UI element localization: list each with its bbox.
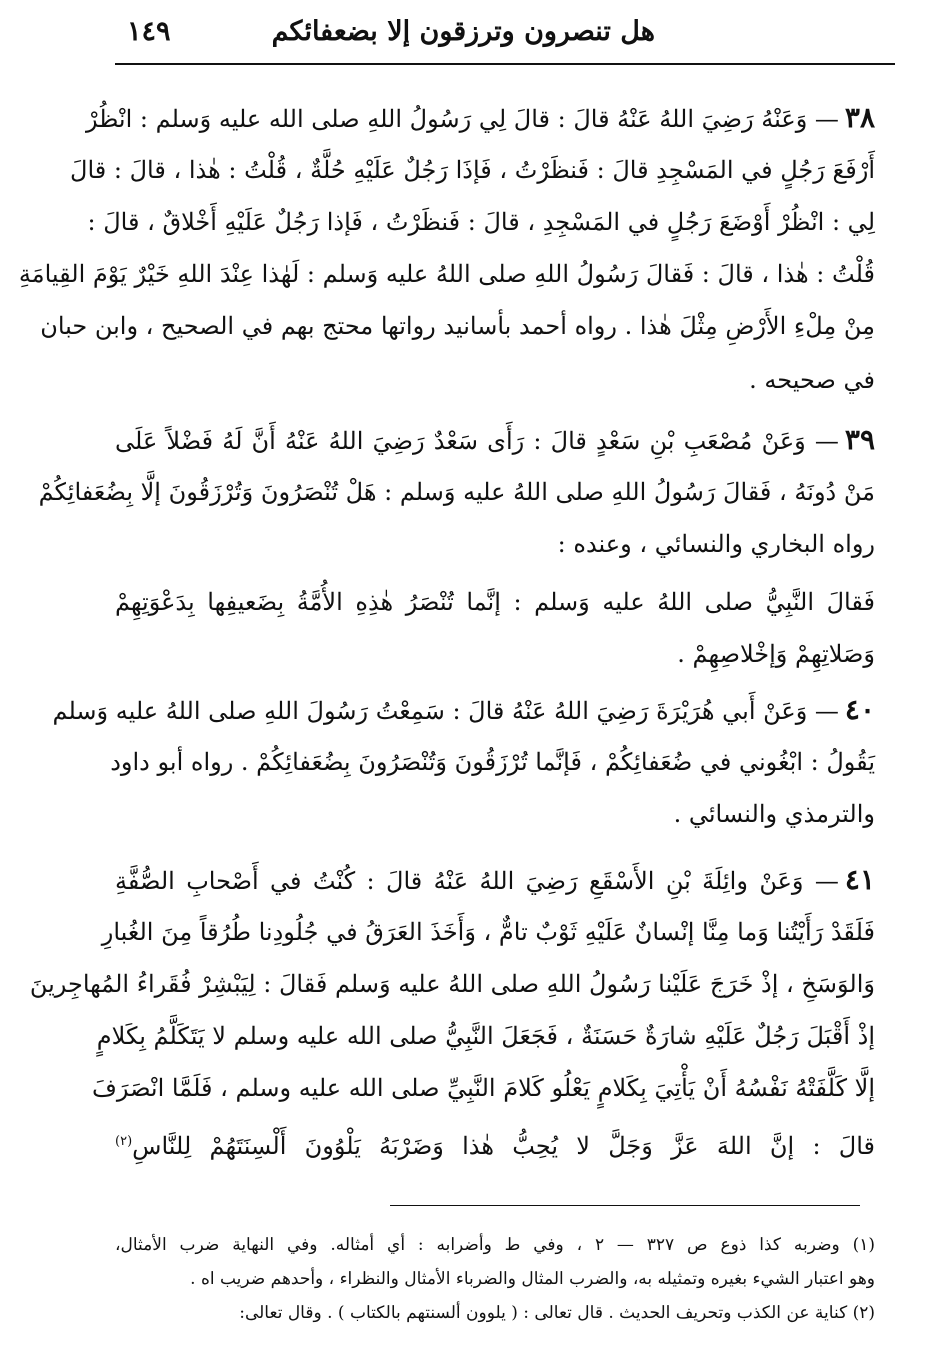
hadith-41-line-1: ٤١— وَعَنْ وائِلَةَ بْنِ الأَسْقَعِ رَضِيَ اللهُ عَنْهُ قالَ : كُنْتُ في أَصْحابِ الصُّفَّةِ bbox=[115, 863, 875, 896]
running-title: هل تنصرون وترزقون إلا بضعفائكم bbox=[271, 16, 655, 47]
footnote-1-line-1: (١) وضربه كذا ذوع ص ٣٢٧ — ٢ ، وفي ط وأضرابه : أي أمثاله. وفي النهاية ضرب الأمثال، bbox=[115, 1235, 875, 1255]
hadith-41-line-5: إلَّا كَلَّفَتْهُ نَفْسُهُ أَنْ يَأْتِيَ بِكَلامٍ يَعْلُو كَلامَ النَّبِيِّ صلى الله عليه وسلم ، فَلَمَّا انْصَرَفَ bbox=[91, 1074, 875, 1102]
page-number: ١٤٩ bbox=[127, 16, 171, 47]
hadith-38-line-4: قُلْتُ : هٰذا ، قالَ : فَقالَ رَسُولُ اللهِ صلى اللهُ عليه وَسلم : لَهٰذا عِنْدَ اللهِ خَيْرٌ يَوْمَ القِيامَةِ bbox=[18, 260, 875, 288]
hadith-41-line-4: إذْ أَقْبَلَ رَجُلٌ عَلَيْهِ شارَةٌ حَسَنَةٌ ، فَجَعَلَ النَّبِيُّ صلى الله عليه وسلم لا يَتَكَلَّمُ بِكَلامٍ bbox=[96, 1022, 875, 1050]
footnote-rule bbox=[390, 1205, 860, 1206]
hadith-40-line-2: يَقُولُ : ابْغُوني في ضُعَفائِكُمْ ، فَإنَّما تُرْزَقُونَ وَتُنْصَرُونَ بِضُعَفائِكُمْ . رواه أبو داود bbox=[110, 748, 875, 776]
hadith-number: ٤١ bbox=[844, 863, 875, 896]
hadith-40-line-1: ٤٠— وَعَنْ أَبي هُرَيْرَةَ رَضِيَ اللهُ عَنْهُ قالَ : سَمِعْتُ رَسُولَ اللهِ صلى اللهُ عليه وَسلم bbox=[52, 693, 875, 726]
hadith-41-line-6: قالَ : إنَّ اللهَ عَزَّ وَجَلَّ لا يُحِبُّ هٰذا وَضَرْبَهُ يَلْوُونَ أَلْسِنَتَهُمْ لِلنَّاسِ$^{(٢)}$ bbox=[115, 1132, 875, 1160]
hadith-38-line-1: ٣٨— وَعَنْهُ رَضِيَ اللهُ عَنْهُ قالَ : قالَ لِي رَسُولُ اللهِ صلى الله عليه وَسلم : انْظُرْ bbox=[85, 101, 875, 134]
hadith-38-line-2: أَرْفَعَ رَجُلٍ في المَسْجِدِ قالَ : فَنظَرْتُ ، فَإذَا رَجُلٌ عَلَيْهِ حُلَّةٌ ، قُلْتُ : هٰذا ، قالَ : قالَ bbox=[70, 156, 875, 184]
hadith-41-line-3: وَالوَسَخِ ، إذْ خَرَجَ عَلَيْنا رَسُولُ اللهِ صلى اللهُ عليه وَسلم فَقالَ : لِيَبْشِرْ فُقَراءُ المُهاجِرينَ bbox=[29, 970, 875, 998]
header-rule bbox=[115, 63, 895, 65]
hadith-40-line-3: والترمذي والنسائي . bbox=[673, 800, 875, 828]
hadith-39-line-2: مَنْ دُونَهُ ، فَقالَ رَسُولُ اللهِ صلى اللهُ عليه وَسلم : هَلْ تُنْصَرُونَ وَتُرْزَقُونَ إلَّا بِضُعَفائِكُمْ bbox=[38, 478, 875, 506]
hadith-number: ٤٠ bbox=[844, 693, 875, 726]
hadith-38-line-3: لِي : انْظُرْ أَوْضَعَ رَجُلٍ في المَسْجِدِ ، قالَ : فَنظَرْتُ ، فَإذا رَجُلٌ عَلَيْهِ أَخْلاقٌ ، قالَ : bbox=[87, 208, 875, 236]
hadith-41-line-2: فَلَقَدْ رَأَيْتُنا وَما مِنَّا إنْسانٌ عَلَيْهِ ثَوْبٌ تامٌّ ، وَأَخَذَ العَرَقُ في جُلُودِنا طُرُقاً مِنَ الغُبارِ bbox=[101, 918, 875, 946]
hadith-39-line-3: رواه البخاري والنسائي ، وعنده : bbox=[557, 530, 875, 558]
footnote-2-line-1: (٢) كناية عن الكذب وتحريف الحديث . قال تعالى : ( يلوون ألسنتهم بالكتاب ) . وقال تعالى: bbox=[239, 1303, 875, 1323]
hadith-39-line-4: فَقالَ النَّبِيُّ صلى اللهُ عليه وَسلم : إنَّما تُنْصَرُ هٰذِهِ الأُمَّةُ بِضَعيفِها بِدَعْوَتِهِمْ bbox=[115, 588, 875, 616]
hadith-39-line-1: ٣٩— وَعَنْ مُصْعَبِ بْنِ سَعْدٍ قالَ : رَأَى سَعْدٌ رَضِيَ اللهُ عَنْهُ أَنَّ لَهُ فَضْلاً عَلَى bbox=[115, 423, 875, 456]
footnote-ref-2: (٢) bbox=[115, 1134, 133, 1149]
hadith-38-line-6: في صحيحه . bbox=[749, 366, 875, 394]
hadith-number: ٣٩ bbox=[844, 423, 875, 456]
footnote-1-line-2: وهو اعتبار الشيء بغيره وتمثيله به، والضرب المثال والضرباء الأمثال والنظراء ، وأحدهم ضريب اه . bbox=[190, 1269, 875, 1289]
hadith-39-line-5: وَصَلاتِهِمْ وَإخْلاصِهِمْ . bbox=[677, 640, 875, 668]
page-header bbox=[115, 12, 895, 52]
hadith-38-line-5: مِنْ مِلْءِ الأَرْضِ مِثْلَ هٰذا . رواه أحمد بأسانيد رواتها محتج بهم في الصحيح ، وابن حبان bbox=[40, 312, 875, 340]
hadith-number: ٣٨ bbox=[844, 101, 875, 134]
